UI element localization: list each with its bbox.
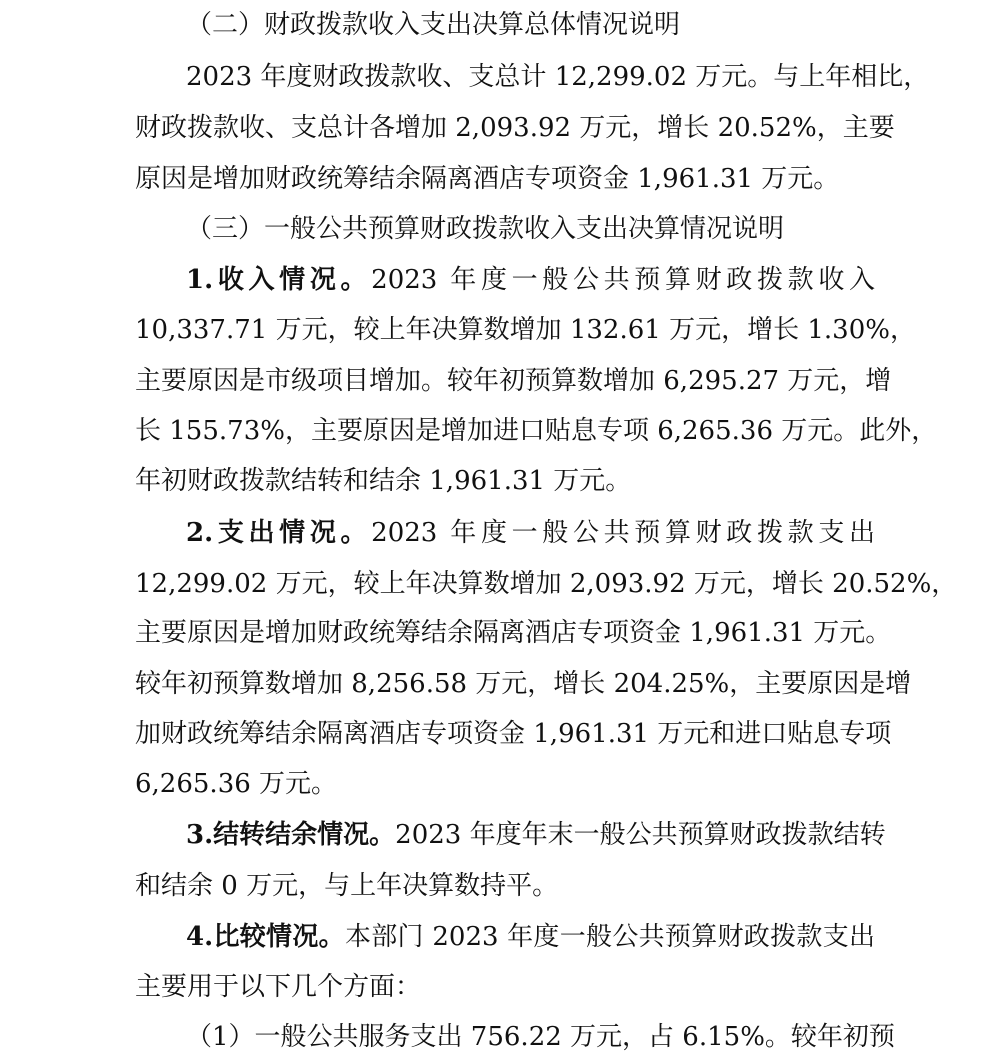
subsection-income [186,255,875,305]
subsection-title: 2.支出情况。 [186,518,372,548]
subsection-title: 4.比较情况。 [186,922,345,952]
paragraph-line: 较年初预算数增加 8,256.58 万元，增长 204.25%，主要原因是增 [135,669,912,699]
subsection-expenditure [186,508,875,558]
paragraph-line: 主要用于以下几个方面： [135,972,422,1002]
paragraph-line: 主要原因是市级项目增加。较年初预算数增加 6,295.27 万元，增 [135,366,892,396]
paragraph-line: 12,299.02 万元，较上年决算数增加 2,093.92 万元，增长 20.52%， [135,569,958,599]
paragraph-line: 10,337.71 万元，较上年决算数增加 132.61 万元，增长 1.30%， [135,315,916,345]
subsection-text: 2023 年度年末一般公共预算财政拨款结转 [395,820,886,850]
paragraph-line: 加财政统筹结余隔离酒店专项资金 1,961.31 万元和进口贴息专项 [135,719,892,749]
paragraph-line: 年初财政拨款结转和结余 1,961.31 万元。 [135,466,632,496]
paragraph-line: 和结余 0 万元，与上年决算数持平。 [135,871,559,901]
subsection-text: 2023 年度一般公共预算财政拨款支出 [371,518,875,548]
section-heading-2: （二）财政拨款收入支出决算总体情况说明 [186,10,681,40]
subsection-text: 本部门 2023 年度一般公共预算财政拨款支出 [344,922,875,952]
section-heading-3: （三）一般公共预算财政拨款收入支出决算情况说明 [186,214,785,244]
list-item: （1）一般公共服务支出 756.22 万元，占 6.15%。较年初预 [186,1022,895,1052]
paragraph-line: 主要原因是增加财政统筹结余隔离酒店专项资金 1,961.31 万元。 [135,618,892,648]
paragraph-line: 2023 年度财政拨款收、支总计 12,299.02 万元。与上年相比， [186,62,930,92]
subsection-title: 1.收入情况。 [186,265,372,295]
subsection-carryover [186,810,886,860]
subsection-comparison [186,912,875,962]
paragraph-line: 长 155.73%，主要原因是增加进口贴息专项 6,265.36 万元。此外， [135,416,938,446]
paragraph-line: 原因是增加财政统筹结余隔离酒店专项资金 1,961.31 万元。 [135,164,840,194]
paragraph-line: 财政拨款收、支总计各增加 2,093.92 万元，增长 20.52%，主要 [135,113,895,143]
subsection-text: 2023 年度一般公共预算财政拨款收入 [371,265,875,295]
paragraph-line: 6,265.36 万元。 [135,769,338,799]
subsection-title: 3.结转结余情况。 [186,820,396,850]
